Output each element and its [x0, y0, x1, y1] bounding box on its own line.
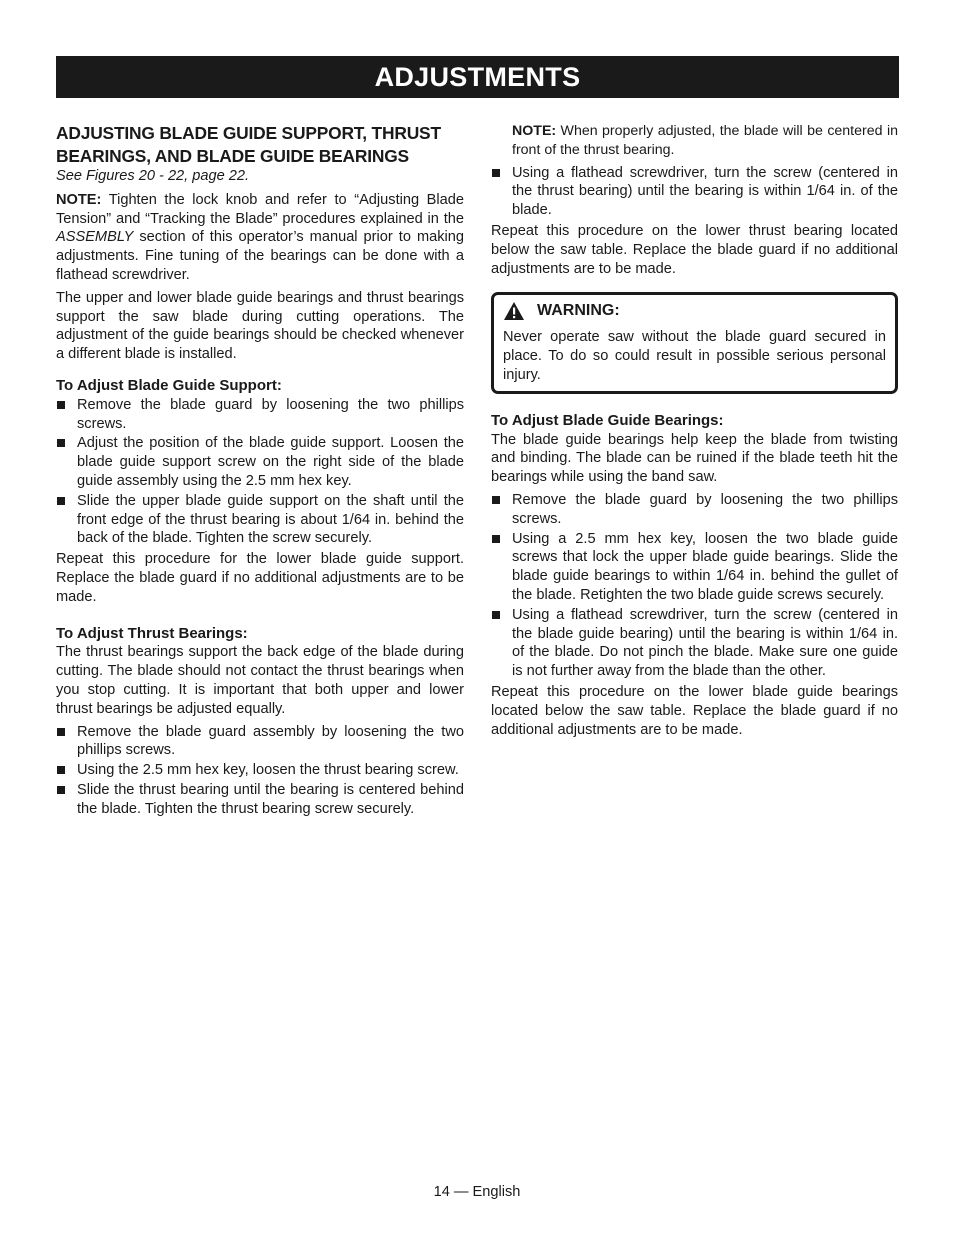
- list-item: [56, 723, 464, 761]
- page-footer: 14 — English: [433, 1184, 521, 1200]
- note-italic: ASSEMBLY: [56, 229, 134, 246]
- section-banner: ADJUSTMENTS: [56, 56, 899, 98]
- square-bullet-icon: [492, 496, 500, 504]
- support-heading: To Adjust Blade Guide Support:: [56, 376, 282, 394]
- list-item-text: Using a 2.5 mm hex key, loosen the two blade guide screws that lock the upper blade guide bearings. Slide the blade guide bearings to within 1/64 in. behind the gullet of the blade. Retighten the two blade guide screws securely.: [512, 530, 898, 603]
- list-item-text: Using a flathead screwdriver, turn the screw (centered in the blade guide bearing) until the bearing is within 1/64 in. of the blade. Do not pinch the blade. Make sure one guide is not further away from the blade than the other.: [512, 606, 898, 680]
- bearings-repeat: Repeat this procedure on the lower blade guide bearings located below the saw table. Replace the blade guard if no additional adjustments are to be made.: [491, 683, 898, 738]
- support-repeat: Repeat this procedure for the lower blade guide support. Replace the blade guard if no additional adjustments are to be made.: [56, 551, 464, 605]
- bearings-intro: The blade guide bearings help keep the blade from twisting and binding. The blade can be ruined if the blade teeth hit the bearings while using the band saw.: [491, 431, 898, 486]
- square-bullet-icon: [57, 786, 65, 794]
- note-body: When properly adjusted, the blade will be centered in front of the thrust bearing.: [512, 123, 898, 158]
- thrust-repeat: Repeat this procedure on the lower thrust bearing located below the saw table. Replace the blade guard if no additional adjustments are to be made.: [491, 222, 898, 277]
- thrust-steps-continued: [491, 164, 898, 220]
- list-item-text: Slide the upper blade guide support on the shaft until the front edge of the thrust bearing is about 1/64 in. behind the back of the blade. Tighten the screw securely.: [77, 492, 464, 547]
- note-text-2: section of this operator’s manual prior to making adjustments. Fine tuning of the bearings can be done with a flathead screwdriver.: [56, 229, 464, 283]
- list-item: [56, 396, 464, 434]
- square-bullet-icon: [57, 766, 65, 774]
- list-item-text: Adjust the position of the blade guide support. Loosen the blade guide support screw on the right side of the blade guide assembly using the 2.5 mm hex key.: [77, 435, 464, 489]
- square-bullet-icon: [57, 728, 65, 736]
- warning-triangle-icon: [503, 301, 525, 321]
- square-bullet-icon: [492, 535, 500, 543]
- right-column: [491, 122, 898, 743]
- bearings-steps: [491, 491, 898, 681]
- square-bullet-icon: [492, 169, 500, 177]
- thrust-intro: The thrust bearings support the back edge of the blade during cutting. The blade should not contact the thrust bearings when you stop cutting. It is important that both upper and lower thrust bearings be adjusted equally.: [56, 644, 464, 717]
- square-bullet-icon: [57, 401, 65, 409]
- list-item: [491, 491, 898, 529]
- bearings-heading: To Adjust Blade Guide Bearings:: [491, 411, 724, 429]
- assembly-note: [56, 191, 464, 285]
- list-item-text: Using a flathead screwdriver, turn the screw (centered in the thrust bearing) until the bearing is within 1/64 in. of the blade.: [512, 164, 898, 219]
- section-title: ADJUSTING BLADE GUIDE SUPPORT, THRUST BEARINGS, AND BLADE GUIDE BEARINGS: [56, 123, 441, 166]
- intro-paragraph: The upper and lower blade guide bearings and thrust bearings support the saw blade during cutting operations. The adjustment of the guide bearings should be checked whenever a different blade is installed.: [56, 289, 464, 363]
- list-item: [56, 761, 464, 780]
- note-label: NOTE:: [56, 191, 102, 208]
- thrust-heading: To Adjust Thrust Bearings:: [56, 624, 248, 642]
- list-item-text: Remove the blade guard by loosening the two phillips screws.: [512, 491, 898, 527]
- square-bullet-icon: [57, 439, 65, 447]
- centered-note-text: [512, 122, 898, 160]
- list-item: [491, 164, 898, 220]
- list-item-text: Remove the blade guard assembly by loosening the two phillips screws.: [77, 723, 464, 759]
- list-item: [56, 781, 464, 819]
- thrust-steps: [56, 723, 464, 819]
- square-bullet-icon: [57, 497, 65, 505]
- list-item: [56, 492, 464, 548]
- list-item-text: Slide the thrust bearing until the bearing is centered behind the blade. Tighten the thrust bearing screw securely.: [77, 781, 464, 817]
- list-item: [56, 434, 464, 490]
- note-text-1: Tighten the lock knob and refer to “Adjusting Blade Tension” and “Tracking the Blade” procedures explained in the: [56, 191, 464, 227]
- list-item: [491, 606, 898, 681]
- note-label: NOTE:: [512, 123, 557, 139]
- list-item: [491, 530, 898, 605]
- warning-header: [503, 301, 886, 321]
- square-bullet-icon: [492, 611, 500, 619]
- left-column: [56, 122, 464, 821]
- centered-note: [491, 122, 898, 160]
- list-item-text: Remove the blade guard by loosening the two phillips screws.: [77, 396, 464, 432]
- list-item-text: Using the 2.5 mm hex key, loosen the thrust bearing screw.: [77, 762, 459, 779]
- warning-text: Never operate saw without the blade guard secured in place. To do so could result in possible serious personal injury.: [503, 329, 886, 383]
- warning-label: WARNING:: [537, 301, 620, 319]
- support-steps: [56, 396, 464, 548]
- figure-reference: See Figures 20 - 22, page 22.: [56, 168, 250, 184]
- warning-box: [491, 292, 898, 393]
